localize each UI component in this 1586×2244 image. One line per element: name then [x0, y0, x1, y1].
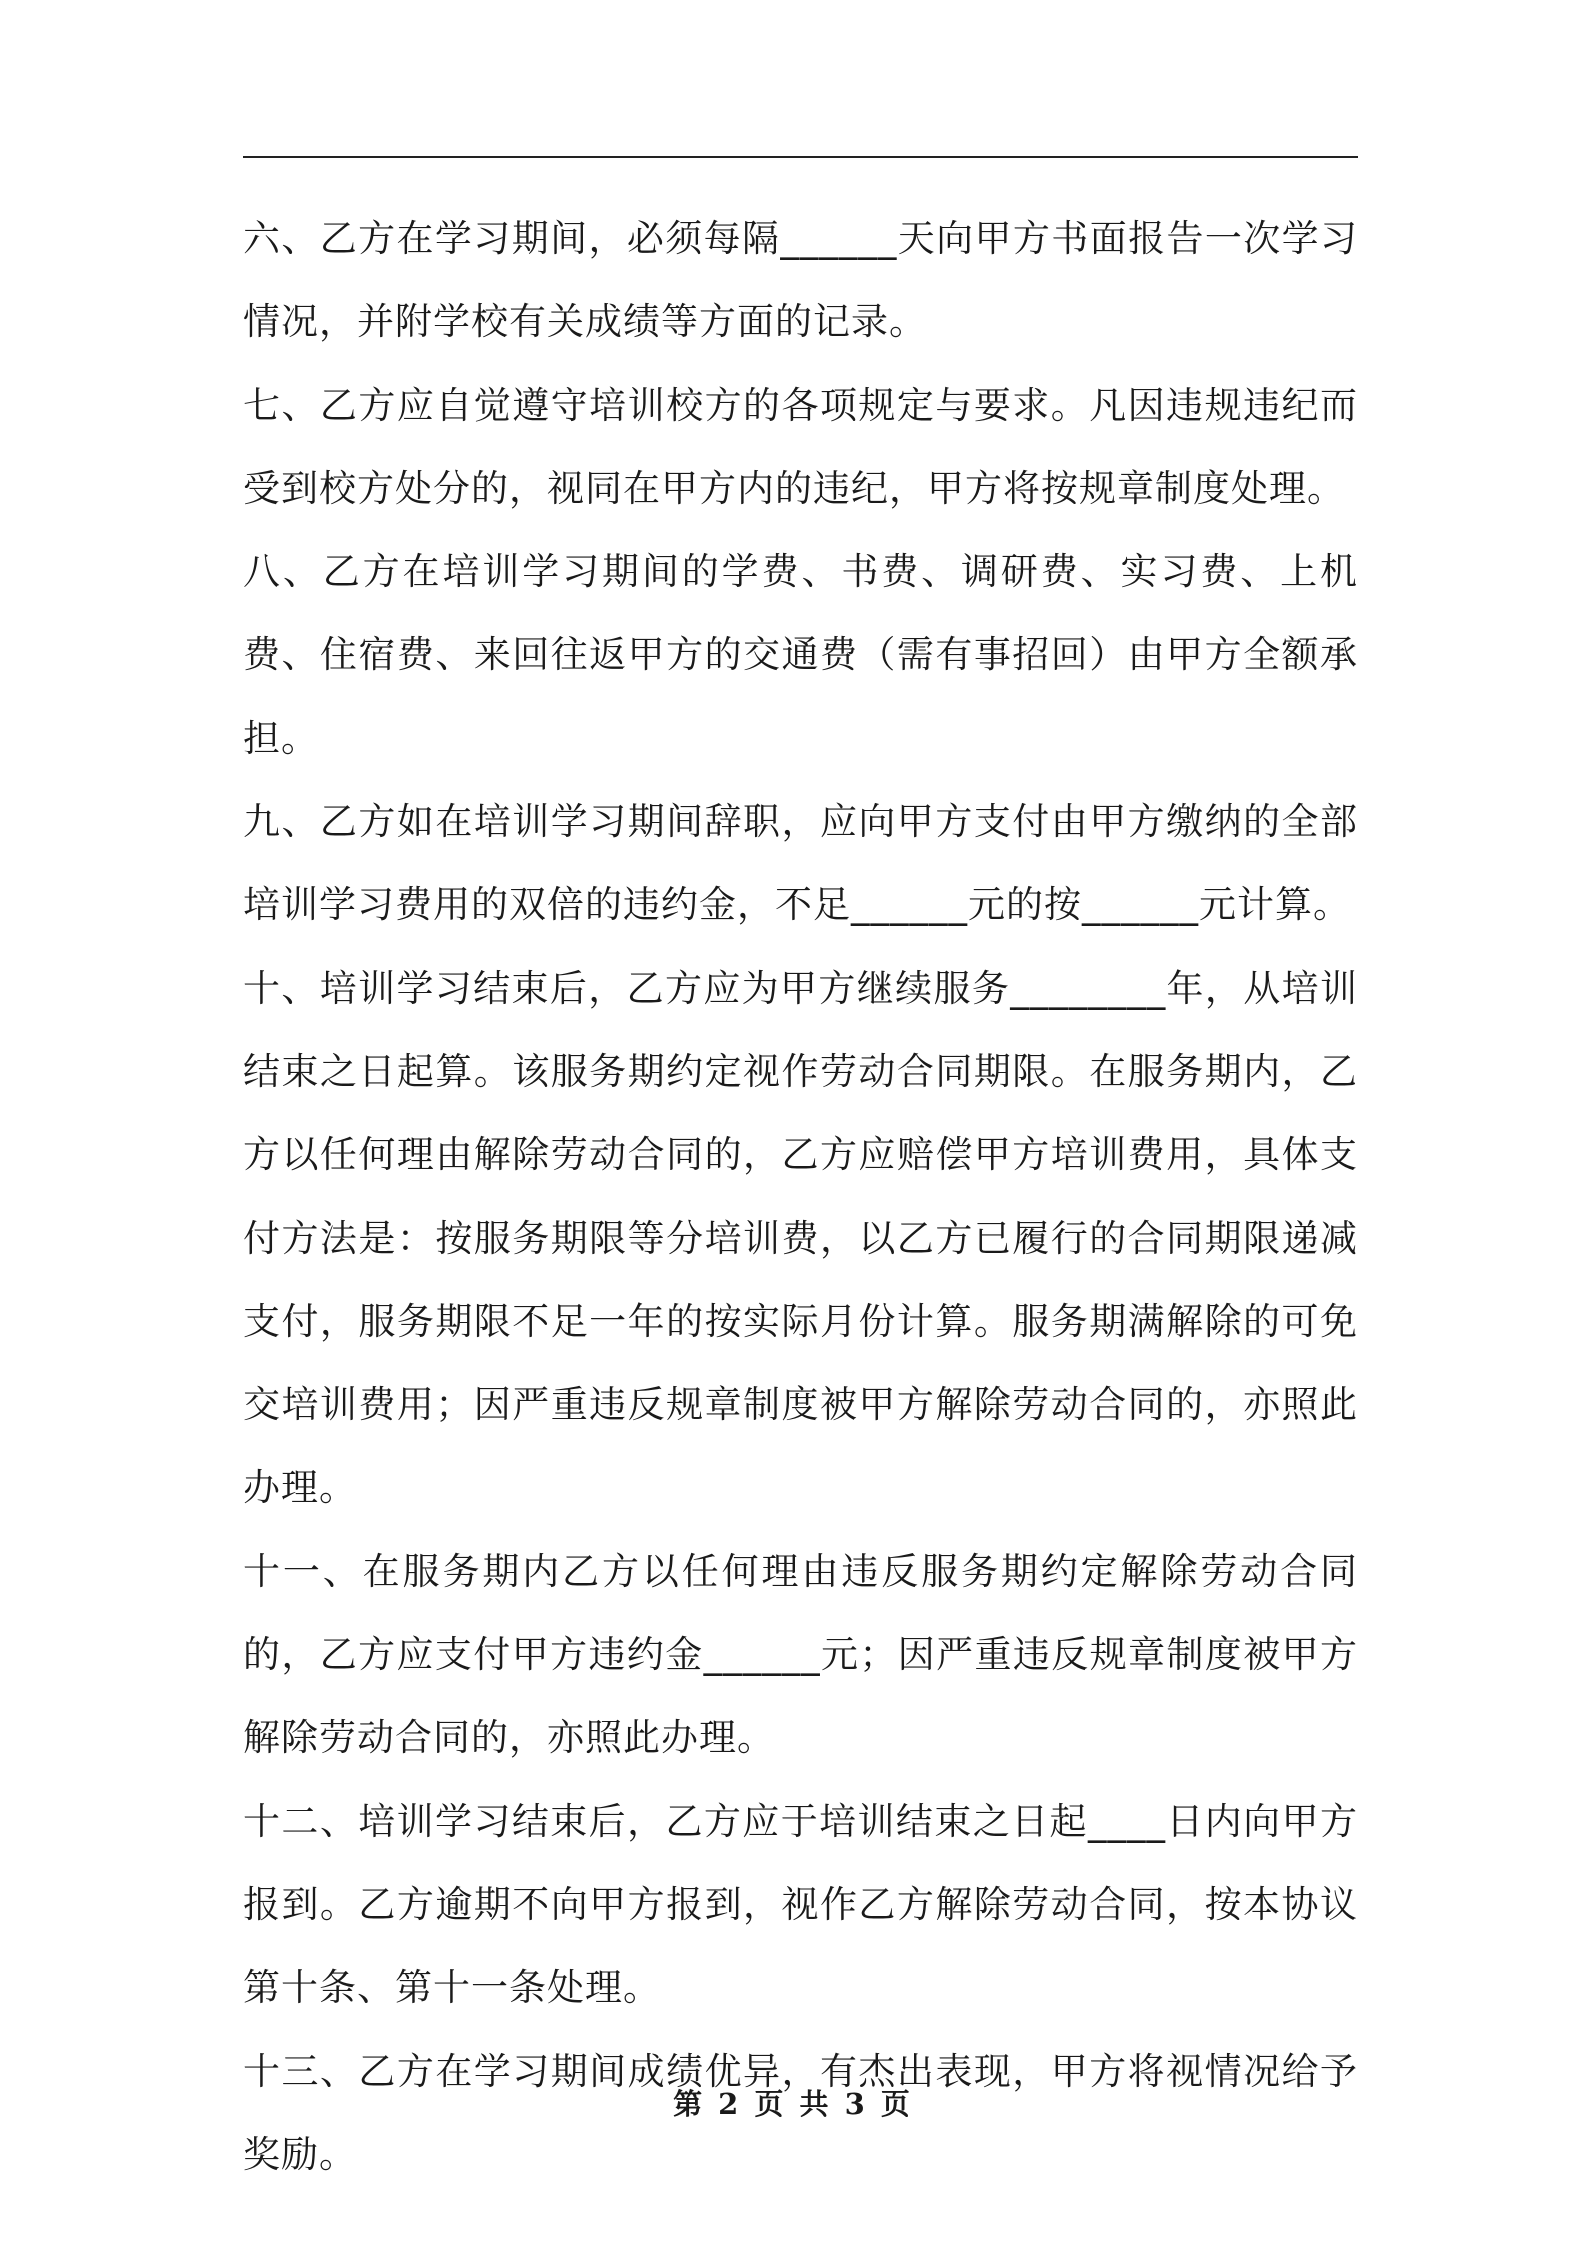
clause-10: 十、培训学习结束后，乙方应为甲方继续服务________年，从培训结束之日起算。该服务期约定视作劳动合同期限。在服务期内，乙方以任何理由解除劳动合同的，乙方应赔偿甲方培训费用，具体支付方法是：按服务期限等分培训费，以乙方已履行的合同期限递减支付，服务期限不足一年的按实际月份计算。服务期满解除的可免交培训费用；因严重违反规章制度被甲方解除劳动合同的，亦照此办理。 — [243, 966, 1358, 1510]
header-divider — [243, 156, 1358, 158]
clause-12: 十二、培训学习结束后，乙方应于培训结束之日起____日内向甲方报到。乙方逾期不向甲方报到，视作乙方解除劳动合同，按本协议第十条、第十一条处理。 — [243, 1799, 1358, 2010]
clause-6: 六、乙方在学习期间，必须每隔______天向甲方书面报告一次学习情况，并附学校有关成绩等方面的记录。 — [243, 217, 1358, 344]
clause-8: 八、乙方在培训学习期间的学费、书费、调研费、实习费、上机费、住宿费、来回往返甲方的交通费（需有事招回）由甲方全额承担。 — [243, 550, 1358, 760]
clause-7: 七、乙方应自觉遵守培训校方的各项规定与要求。凡因违规违纪而受到校方处分的，视同在甲方内的违纪，甲方将按规章制度处理。 — [243, 383, 1358, 510]
clause-11: 十一、在服务期内乙方以任何理由违反服务期约定解除劳动合同的，乙方应支付甲方违约金______元；因严重违反规章制度被甲方解除劳动合同的，亦照此办理。 — [243, 1549, 1358, 1760]
clause-13: 十三、乙方在学习期间成绩优异，有杰出表现，甲方将视情况给予奖励。 — [243, 2049, 1358, 2176]
clause-9: 九、乙方如在培训学习期间辞职，应向甲方支付由甲方缴纳的全部培训学习费用的双倍的违约金，不足______元的按______元计算。 — [243, 800, 1358, 927]
page-number: 第 2 页 共 3 页 — [673, 2087, 913, 2121]
document-body — [243, 197, 1358, 2196]
